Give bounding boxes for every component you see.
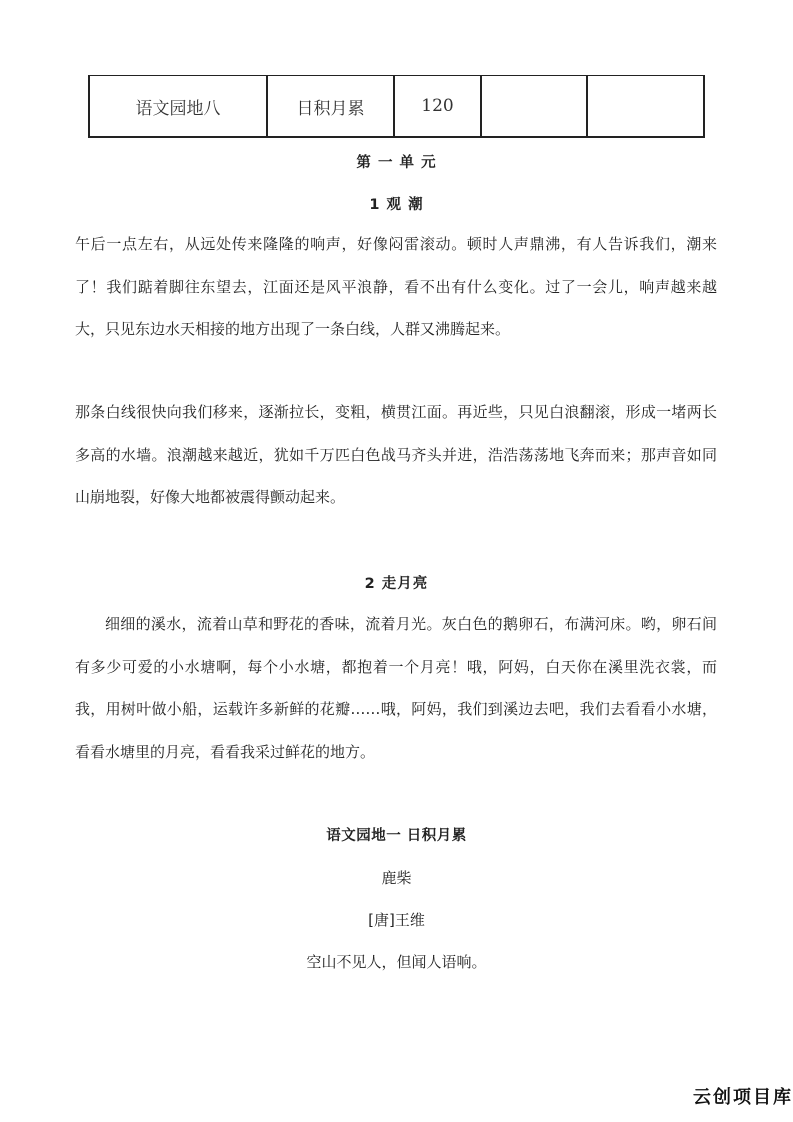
lesson-2-title: 2 走月亮 xyxy=(364,576,429,592)
lesson-1-title: 1 观 潮 xyxy=(369,197,424,213)
table-cell-topic: 日积月累 xyxy=(267,76,394,138)
curriculum-table xyxy=(88,75,705,138)
lesson-1-paragraph-2: 那条白线很快向我们移来，逐渐拉长，变粗，横贯江面。再近些，只见白浪翻滚，形成一堵两长多高的水墙。浪潮越来越近，犹如千万匹白色战马齐头并进，浩浩荡荡地飞奔而来；那声音如同山崩地裂，好像大地都被震得颤动起来。 xyxy=(75,403,717,506)
table-cell-section: 语文园地八 xyxy=(89,76,267,138)
table-cell-empty-2 xyxy=(587,76,704,138)
watermark-logo: 云创项目库 xyxy=(693,1087,793,1108)
lesson-1-paragraph-1: 午后一点左右，从远处传来隆隆的响声，好像闷雷滚动。顿时人声鼎沸，有人告诉我们，潮来了！我们踮着脚往东望去，江面还是风平浪静，看不出有什么变化。过了一会儿，响声越来越大，只见东边水天相接的地方出现了一条白线，人群又沸腾起来。 xyxy=(75,235,717,338)
poem-author: [唐]王维 xyxy=(368,911,425,929)
table-cell-empty-1 xyxy=(481,76,587,138)
lesson-2-paragraph: 细细的溪水，流着山草和野花的香味，流着月光。灰白色的鹅卵石，布满河床。哟，卵石间有多少可爱的小水塘啊，每个小水塘，都抱着一个月亮！哦，阿妈，白天你在溪里洗衣裳，而我，用树叶做小船，运载许多新鲜的花瓣……哦，阿妈，我们到溪边去吧，我们去看看小水塘，看看水塘里的月亮，看看我采过鲜花的地方。 xyxy=(75,615,717,761)
table-row xyxy=(89,76,704,138)
unit-title: 第 一 单 元 xyxy=(356,155,437,171)
poem-title: 鹿柴 xyxy=(381,869,412,887)
table-cell-page: 120 xyxy=(394,76,481,138)
poem-line-1: 空山不见人，但闻人语响。 xyxy=(306,953,487,971)
garden-title: 语文园地一 日积月累 xyxy=(326,828,467,844)
